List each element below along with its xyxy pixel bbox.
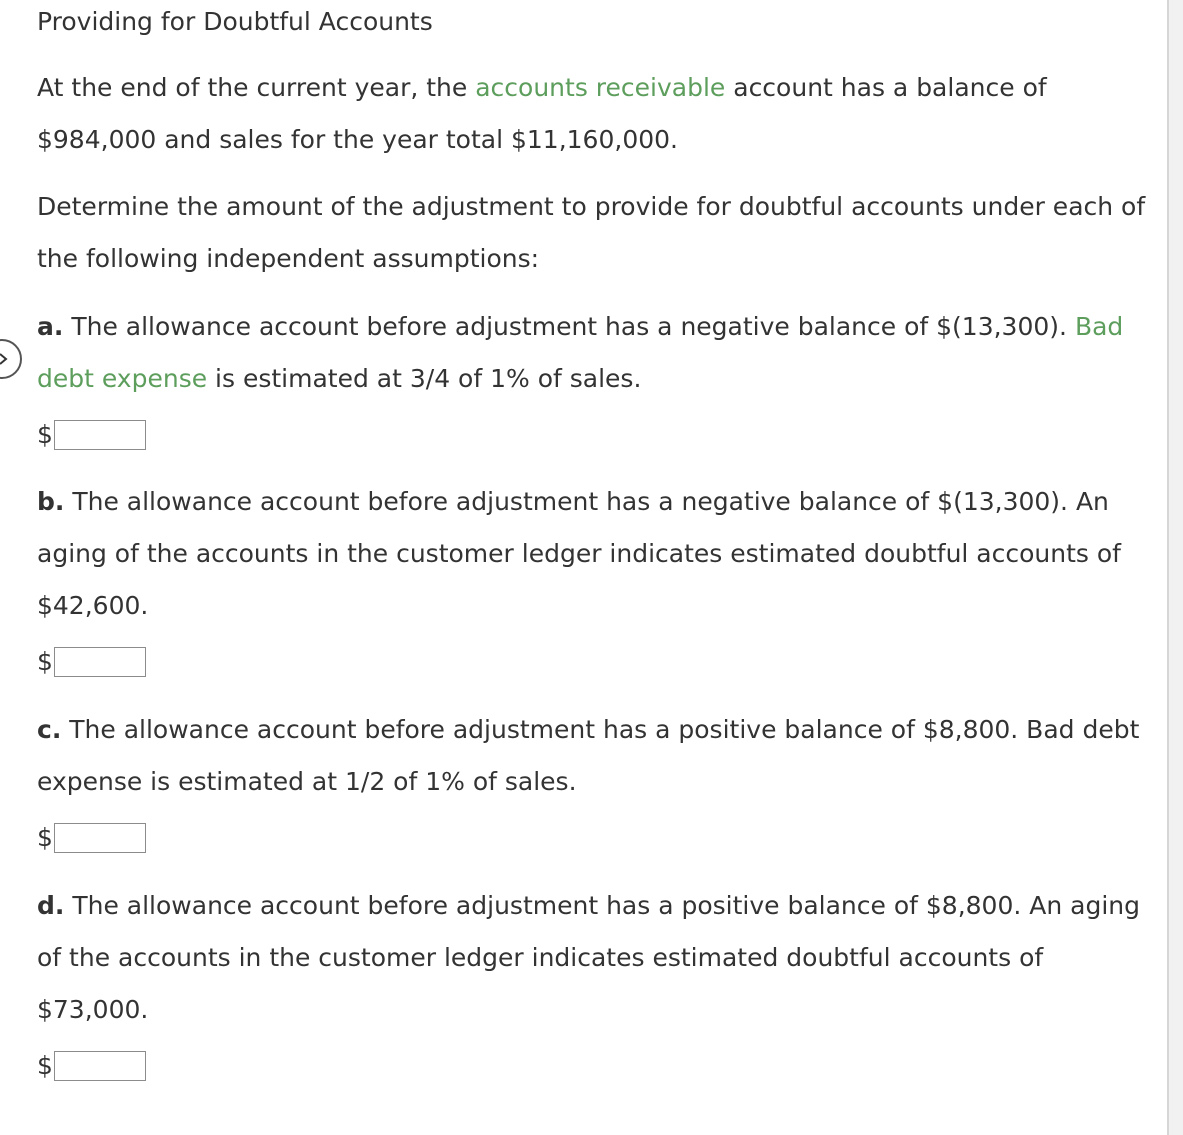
answer-input-a[interactable]: [54, 420, 146, 450]
question-a: a. The allowance account before adjustment has a negative balance of $(13,300). Bad debt expense is estimated at 3/4 of 1% of sales.: [37, 312, 1124, 393]
page-title: Providing for Doubtful Accounts: [37, 7, 433, 36]
answer-row-c: [37, 822, 146, 854]
chevron-right-icon: [0, 352, 8, 366]
answer-row-d: [37, 1050, 146, 1082]
instruction-paragraph: Determine the amount of the adjustment to provide for doubtful accounts under each of the following independent assumptions:: [37, 192, 1146, 273]
answer-row-a: [37, 419, 146, 451]
answer-row-b: [37, 646, 146, 678]
currency-label: $: [37, 823, 53, 852]
answer-input-d[interactable]: [54, 1051, 146, 1081]
question-c: c. The allowance account before adjustment has a positive balance of $8,800. Bad debt expense is estimated at 1/2 of 1% of sales.: [37, 715, 1140, 796]
question-letter: d.: [37, 891, 65, 920]
bad-debt-expense-link[interactable]: Bad debt expense: [37, 312, 1124, 393]
answer-input-c[interactable]: [54, 823, 146, 853]
accounts-receivable-link[interactable]: accounts receivable: [475, 73, 726, 102]
question-d: d. The allowance account before adjustment has a positive balance of $8,800. An aging of the accounts in the customer ledger indicates estimated doubtful accounts of $73,000.: [37, 891, 1141, 1024]
question-letter: b.: [37, 487, 65, 516]
nav-toggle-button[interactable]: [0, 339, 22, 379]
question-letter: a.: [37, 312, 64, 341]
currency-label: $: [37, 420, 53, 449]
currency-label: $: [37, 647, 53, 676]
question-b: b. The allowance account before adjustment has a negative balance of $(13,300). An aging of the accounts in the customer ledger indicates estimated doubtful accounts of $42,600.: [37, 487, 1121, 620]
answer-input-b[interactable]: [54, 647, 146, 677]
intro-paragraph: At the end of the current year, the accounts receivable account has a balance of $984,000 and sales for the year total $11,160,000.: [37, 73, 1047, 154]
currency-label: $: [37, 1051, 53, 1080]
question-letter: c.: [37, 715, 62, 744]
scrollbar-track[interactable]: [1167, 0, 1183, 1135]
